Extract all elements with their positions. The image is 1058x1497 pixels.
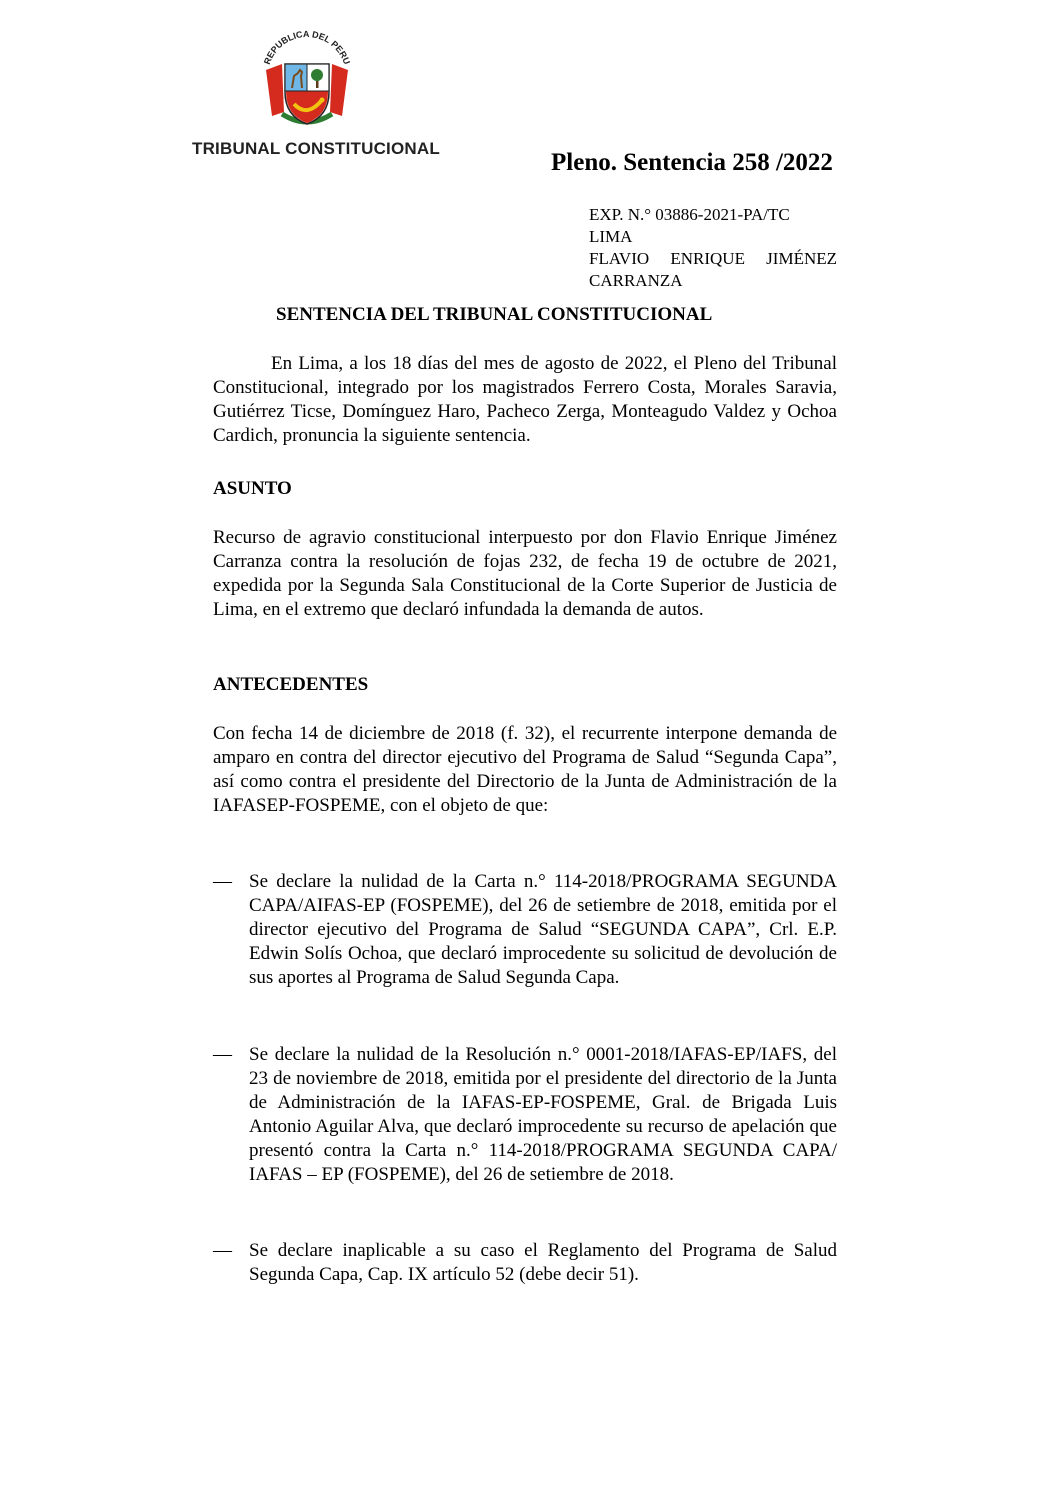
list-item-text: Se declare la nulidad de la Carta n.° 114-2018/PROGRAMA SEGUNDA CAPA/AIFAS-EP (FOSPEME), del 26 de setiembre de 2018, emitida por el director ejecutivo del Programa de Salud “SEGUNDA CAPA”, Crl. E.P. Edwin Solís Ochoa, que declaró improcedente su solicitud de devolución de sus aportes al Programa de Salud Segunda Capa. — [249, 871, 837, 988]
case-party-line2: CARRANZA — [589, 271, 683, 290]
list-item — [213, 1239, 837, 1287]
antecedentes-paragraph: Con fecha 14 de diciembre de 2018 (f. 32), el recurrente interpone demanda de amparo en contra del director ejecutivo del Programa de Salud “Segunda Capa”, así como contra el presidente del Directorio de la Junta de Administración de la IAFASEP-FOSPEME, con el objeto de que: — [213, 723, 837, 816]
case-party-line1: FLAVIO ENRIQUE JIMÉNEZ — [589, 249, 837, 268]
asunto-heading: ASUNTO — [213, 478, 292, 499]
antecedentes-heading: ANTECEDENTES — [213, 674, 369, 695]
sentence-number: Pleno. Sentencia 258 /2022 — [551, 149, 833, 176]
case-file-block — [589, 204, 837, 292]
institution-name: TRIBUNAL CONSTITUCIONAL — [192, 139, 440, 158]
asunto-paragraph: Recurso de agravio constitucional interpuesto por don Flavio Enrique Jiménez Carranza contra la resolución de fojas 232, de fecha 19 de octubre de 2021, expedida por la Segunda Sala Constitucional de la Corte Superior de Justicia de Lima, en el extremo que declaró infundada la demanda de autos. — [213, 527, 837, 620]
case-city: LIMA — [589, 227, 633, 246]
list-item-text: Se declare inaplicable a su caso el Reglamento del Programa de Salud Segunda Capa, Cap. IX artículo 52 (debe decir 51). — [249, 1240, 837, 1285]
document-title: SENTENCIA DEL TRIBUNAL CONSTITUCIONAL — [276, 304, 713, 325]
intro-paragraph: En Lima, a los 18 días del mes de agosto de 2022, el Pleno del Tribunal Constitucional, integrado por los magistrados Ferrero Costa, Morales Saravia, Gutiérrez Ticse, Domínguez Haro, Pacheco Zerga, Monteagudo Valdez y Ochoa Cardich, pronuncia la siguiente sentencia. — [213, 353, 837, 446]
dash-marker: — — [213, 1240, 232, 1261]
list-item — [213, 870, 837, 990]
case-file-number: EXP. N.° 03886-2021-PA/TC — [589, 205, 790, 224]
dash-marker: — — [213, 1044, 232, 1065]
list-item-text: Se declare la nulidad de la Resolución n.° 0001-2018/IAFAS-EP/IAFS, del 23 de noviembre de 2018, emitida por el presidente del directorio de la Junta de Administración de la IAFAS-EP-FOSPEME, Gral. de Brigada Luis Antonio Aguilar Alva, que declaró improcedente su recurso de apelación que presentó contra la Carta n.° 114-2018/PROGRAMA SEGUNDA CAPA/ IAFAS – EP (FOSPEME), del 26 de setiembre de 2018. — [249, 1044, 837, 1185]
list-item — [213, 1043, 837, 1187]
dash-marker: — — [213, 871, 232, 892]
coat-of-arms-seal — [252, 26, 362, 134]
svg-text:REPUBLICA DEL PERU: REPUBLICA DEL PERU — [261, 28, 353, 66]
